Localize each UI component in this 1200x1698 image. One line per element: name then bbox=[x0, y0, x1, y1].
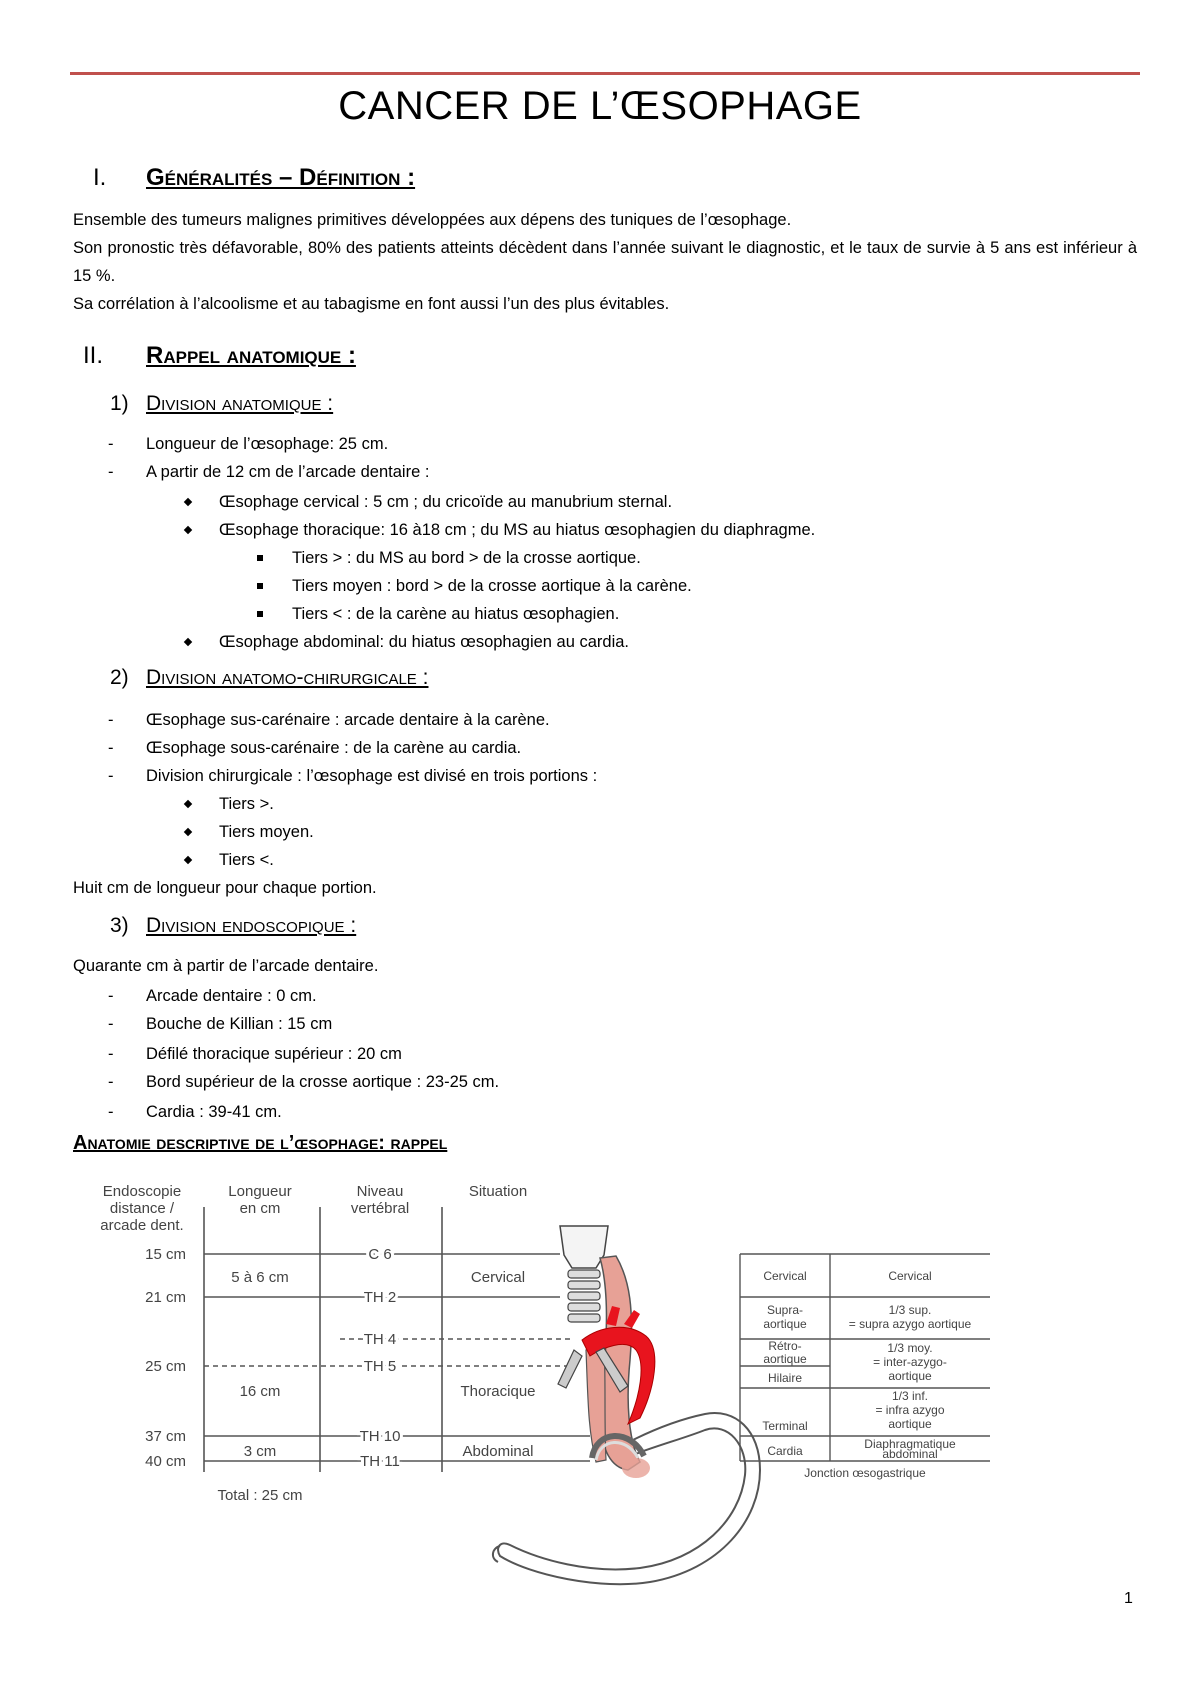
length-cervical: 5 à 6 cm bbox=[231, 1269, 289, 1286]
right-inter-azygo: = inter-azygo- bbox=[873, 1355, 947, 1369]
right-supra-1: Supra- bbox=[766, 1303, 804, 1317]
vertebra-c6: C 6 bbox=[368, 1246, 392, 1263]
vertebra-th11: TH 11 bbox=[360, 1453, 400, 1470]
section-1-paragraph-3: Sa corrélation à l’alcoolisme et au tabagisme en font aussi l’un des plus évitables. bbox=[73, 295, 670, 313]
right-cardia: Cardia bbox=[767, 1444, 803, 1458]
right-13inf: 1/3 inf. bbox=[891, 1389, 929, 1403]
vertebra-th10: TH 10 bbox=[359, 1428, 401, 1445]
right-cervical-1: Cervical bbox=[763, 1269, 807, 1283]
subsection-3-title: Division endoscopique : bbox=[146, 914, 357, 937]
col-endo-line-2: distance / bbox=[109, 1200, 175, 1217]
right-infra-aortique: aortique bbox=[888, 1417, 932, 1431]
subsection-2-title: Division anatomo-chirurgicale : bbox=[146, 666, 429, 689]
vertebra-th5: TH 5 bbox=[363, 1358, 397, 1375]
section-1-paragraph-1: Ensemble des tumeurs malignes primitives développées aux dépens des tuniques de l’œsophage. bbox=[73, 211, 792, 229]
situation-cervical: Cervical bbox=[470, 1269, 526, 1286]
distance-15: 15 cm bbox=[145, 1246, 186, 1263]
right-jonction: Jonction œsogastrique bbox=[804, 1466, 926, 1480]
col-niveau-line-1: Niveau bbox=[356, 1183, 404, 1200]
col-endo-line-3: arcade dent. bbox=[100, 1217, 184, 1234]
right-infra-azygo: = infra azygo bbox=[875, 1403, 945, 1417]
right-13moy: 1/3 moy. bbox=[887, 1341, 933, 1355]
subsection-1-number: 1) bbox=[110, 392, 129, 415]
right-supra-2: aortique bbox=[763, 1317, 807, 1331]
right-13sup: 1/3 sup. bbox=[888, 1303, 932, 1317]
section-1-paragraph-2: Son pronostic très défavorable, 80% des patients atteints décèdent dans l’année suivant le diagnostic, et le taux de survie à 5 ans est inférieur à 15 %. bbox=[73, 239, 1137, 285]
col-endo-line-1: Endoscopie bbox=[102, 1183, 182, 1200]
section-1-number: I. bbox=[93, 164, 107, 191]
subsection-2-number: 2) bbox=[110, 666, 129, 689]
figure-heading: Anatomie descriptive de l’œsophage: rappel bbox=[73, 1132, 448, 1154]
distance-25: 25 cm bbox=[145, 1358, 186, 1375]
situation-abdominal: Abdominal bbox=[462, 1443, 534, 1460]
section-1-title: Généralités – Définition : bbox=[146, 164, 416, 191]
distance-21: 21 cm bbox=[145, 1289, 186, 1306]
section-2-number: II. bbox=[83, 342, 104, 369]
right-retro-1: Rétro- bbox=[768, 1339, 802, 1353]
col-longueur-line-1: Longueur bbox=[228, 1183, 292, 1200]
esophagus-illustration bbox=[493, 1226, 760, 1584]
situation-thoracic: Thoracique bbox=[460, 1383, 536, 1400]
right-cervical-2: Cervical bbox=[888, 1269, 932, 1283]
page-number: 1 bbox=[1124, 1590, 1133, 1607]
right-abdominal: abdominal bbox=[882, 1447, 938, 1461]
col-longueur-line-2: en cm bbox=[239, 1200, 281, 1217]
right-retro-2: aortique bbox=[763, 1352, 807, 1366]
col-situation: Situation bbox=[468, 1183, 528, 1200]
length-thoracic: 16 cm bbox=[239, 1383, 281, 1400]
right-diaphragmatique: Diaphragmatique bbox=[864, 1437, 956, 1451]
vertebra-th4: TH 4 bbox=[363, 1331, 397, 1348]
right-hilaire: Hilaire bbox=[767, 1371, 803, 1385]
distance-40: 40 cm bbox=[145, 1453, 186, 1470]
section-2-title: Rappel anatomique : bbox=[146, 342, 356, 369]
right-supra-azygo: = supra azygo aortique bbox=[848, 1317, 972, 1331]
subsection-1-title: Division anatomique : bbox=[146, 392, 334, 415]
page-title: CANCER DE L’ŒSOPHAGE bbox=[338, 84, 862, 128]
distance-37: 37 cm bbox=[145, 1428, 186, 1445]
total-length: Total : 25 cm bbox=[217, 1487, 303, 1504]
vertebra-th2: TH 2 bbox=[363, 1289, 397, 1306]
subsection-3-number: 3) bbox=[110, 914, 129, 937]
document-page: CANCER DE L’ŒSOPHAGE I. Généralités – Définition : Ensemble des tumeurs malignes primitives développées aux dépens des tuniques de l’œsophage. Son pronostic très défavorable, 80% des patients atteints décèdent dans l’année suivant le diagnostic, et le taux de survie à 5 ans est inférieur à 15 %. Sa corrélation à l’alcoolisme et au tabagisme en font aussi l’un des plus évitables. II. Rappel anatomique : 1) Division anatomique : - Longueur de l’œsophage: 25 cm. - A partir de 12 cm de l’arcade dentaire : Œsophage cervical : 5 cm ; du cricoïde au manubrium sternal. Œsophage thoracique: 16 à18 cm ; du MS au hiatus œsophagien du diaphragme. Tiers > : du MS au bord > de la crosse aortique. Tiers moyen : bord > de la crosse aortique à la carène. Tiers < : de la carène au hiatus œsophagien. Œsophage abdominal: du hiatus œsophagien au cardia. 2) Division anatomo-chirurgicale : - Œsophage sus-carénaire : arcade dentaire à la carène. - Œsophage sous-carénaire : de la carène au cardia. - Division chirurgicale : l’œsophage est divisé en trois portions : Tiers >. Tiers moyen. Tiers <. Huit cm de longueur pour chaque portion. 3) Division endoscopique : Quarante cm à partir de l’arcade dentaire. - Arcade dentaire : 0 cm. - Bouche de Killian : 15 cm - Défilé thoracique supérieur : 20 cm - Bord supérieur de la crosse aortique : 23-25 cm. - Cardia : 39-41 cm. Anatomie descriptive de l’œsophage: rappel Endoscopie distance / arcade dent. Longueur en cm Niveau vertébral Situation 15 cm 21 cm 25 cm 37 cm 40 cm 5 à 6 cm 16 cm 3 cm C 6 TH 2 TH 4 TH 5 TH 10 TH 11 Cervical Thoracique Abdominal Total : 25 cm Cervical Supra- aortique Rétro- aortique Hilaire Terminal Cardia Cervical 1/3 sup. = supra azygo aortique 1/3 moy. = inter-azygo- aortique 1/3 inf. = infra azygo aortique Diaphragmatique abdominal Jonction œsogastrique 1 bbox=[0, 0, 1200, 1698]
right-terminal: Terminal bbox=[762, 1419, 808, 1433]
col-niveau-line-2: vertébral bbox=[350, 1200, 410, 1217]
right-inter-aortique: aortique bbox=[888, 1369, 932, 1383]
length-abdominal: 3 cm bbox=[243, 1443, 277, 1460]
